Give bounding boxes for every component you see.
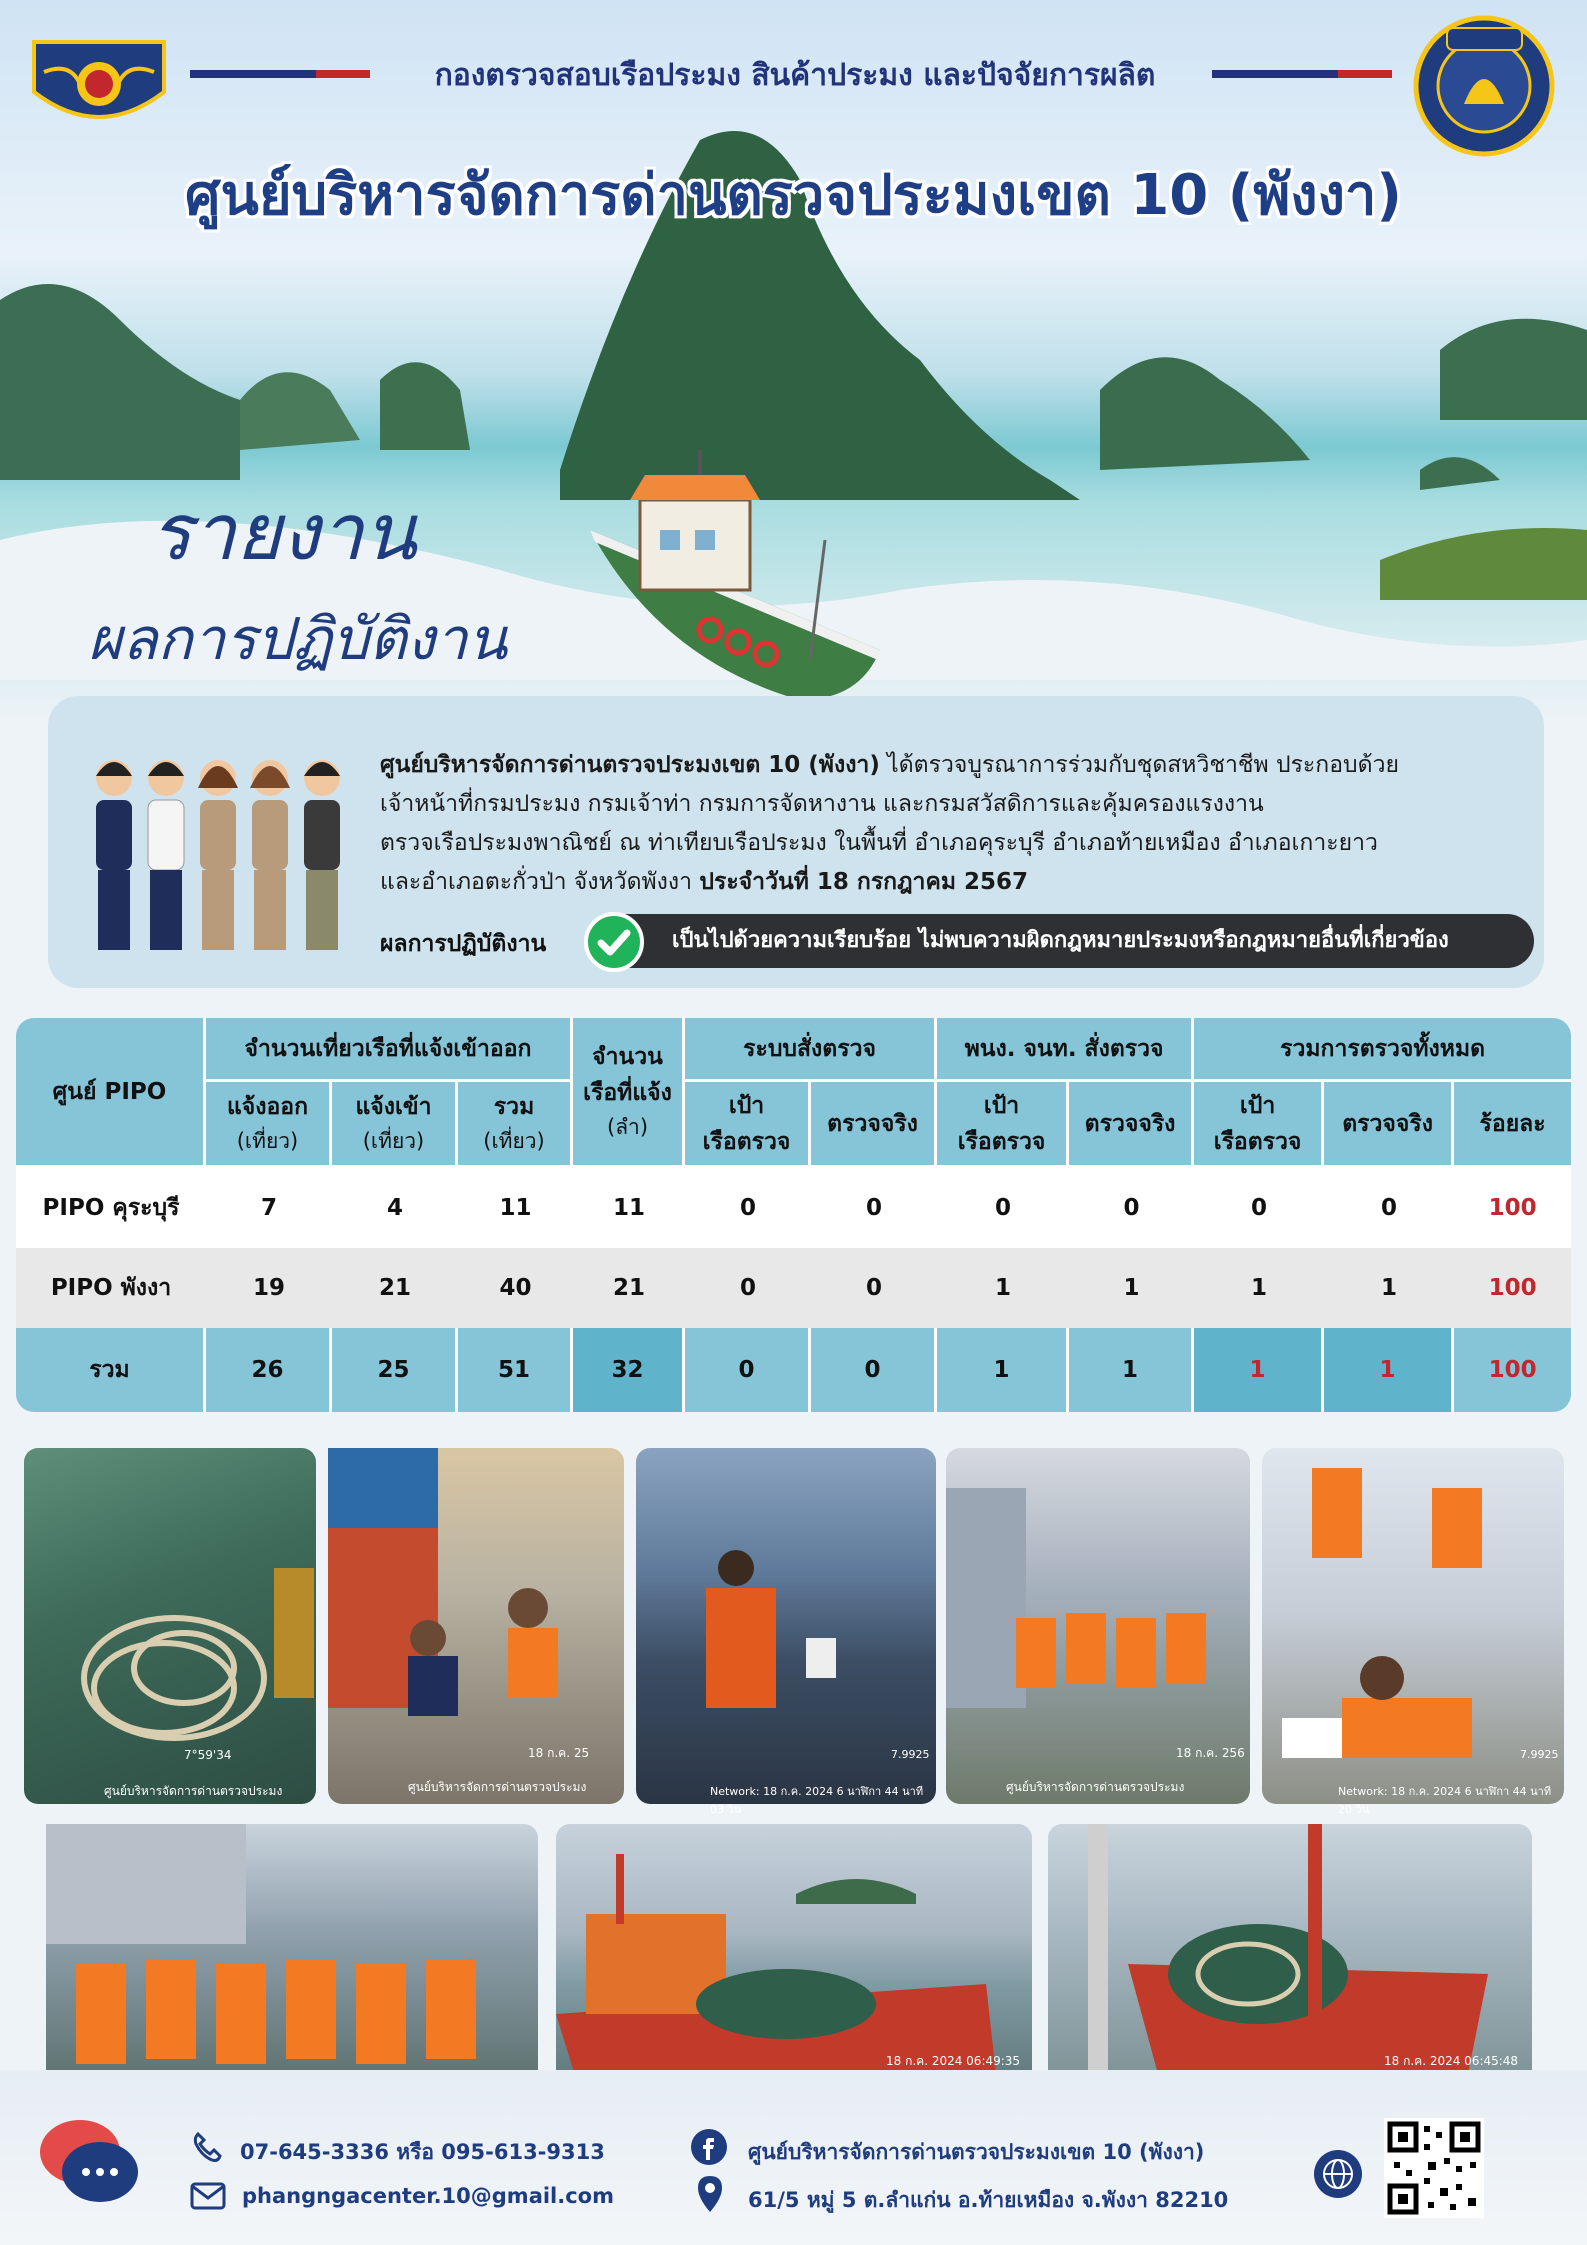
footer-address: 61/5 หมู่ 5 ต.ลำแก่น อ.ท้ายเหมือง จ.พังงา 82210 [748, 2188, 1229, 2212]
photo-5-stamp: 7.9925 [1520, 1748, 1559, 1761]
photo-fishing-boat-2 [1048, 1824, 1532, 2094]
cell-percent: 100 [1454, 1328, 1571, 1412]
photo-5-caption: Network: 18 ก.ค. 2024 6 นาฬิกา 44 นาที 20 วิน [1338, 1785, 1552, 1816]
row-name: PIPO พังงา [16, 1248, 206, 1328]
col-header-sys-target [685, 1082, 811, 1168]
photo-crew-group-1 [946, 1448, 1250, 1804]
col-header-off-actual: ตรวจจริง [1069, 1082, 1194, 1168]
photo-fishing-boat-1 [556, 1824, 1032, 2094]
cell-sys-target: 0 [685, 1248, 811, 1328]
in-unit: (เที่ยว) [362, 1129, 425, 1153]
all-target-l1: เป้า [1239, 1092, 1276, 1119]
col-header-all-target [1194, 1082, 1324, 1168]
fishing-boat-illustration [560, 460, 900, 730]
col-header-boats [573, 1018, 685, 1168]
photo-inspection-paperwork [328, 1448, 624, 1804]
photo-1-caption: ศูนย์บริหารจัดการด่านตรวจประมง [104, 1784, 283, 1798]
cell-out: 26 [206, 1328, 332, 1412]
footer-phone: 07-645-3336 หรือ 095-613-9313 [240, 2140, 605, 2164]
col-header-sys-actual: ตรวจจริง [811, 1082, 937, 1168]
photo-documents-check [1262, 1448, 1564, 1816]
cell-off-actual: 1 [1069, 1248, 1194, 1328]
photo-4-stamp: 18 ก.ค. 256 [1176, 1746, 1245, 1760]
footer-email: phangngacenter.10@gmail.com [242, 2184, 614, 2208]
table-row [16, 1168, 1571, 1248]
center-title: ศูนย์บริหารจัดการด่านตรวจประมงเขต 10 (พังงา) [184, 163, 1402, 228]
cell-boats: 11 [573, 1168, 685, 1248]
cell-all-target: 1 [1194, 1248, 1324, 1328]
out-unit: (เที่ยว) [236, 1129, 299, 1153]
summary-lead: ศูนย์บริหารจัดการด่านตรวจประมงเขต 10 (พังงา) [380, 752, 880, 778]
table-row [16, 1248, 1571, 1328]
header-rule-left [190, 70, 370, 78]
cell-sys-target: 0 [685, 1328, 811, 1412]
sys-target-l1: เป้า [728, 1092, 765, 1119]
cell-sys-actual: 0 [811, 1168, 937, 1248]
photo-3-stamp: 7.9925 [891, 1748, 930, 1761]
cell-out: 19 [206, 1248, 332, 1328]
out-label: แจ้งออก [226, 1094, 309, 1120]
result-banner: เป็นไปด้วยความเรียบร้อย ไม่พบความผิดกฎหมายประมงหรือกฎหมายอื่นที่เกี่ยวข้อง [588, 914, 1534, 968]
cell-off-target: 1 [937, 1248, 1069, 1328]
cell-sys-actual: 0 [811, 1248, 937, 1328]
col-group-all: รวมการตรวจทั้งหมด [1194, 1018, 1571, 1082]
boats-header-line2: เรือที่แจ้ง [583, 1080, 672, 1106]
cell-percent: 100 [1454, 1168, 1571, 1248]
col-header-all-actual: ตรวจจริง [1324, 1082, 1454, 1168]
cell-all-target: 0 [1194, 1168, 1324, 1248]
summary-date: ประจำวันที่ 18 กรกฎาคม 2567 [699, 869, 1029, 895]
off-target-l2: เรือตรวจ [957, 1128, 1046, 1155]
cell-off-actual: 1 [1069, 1328, 1194, 1412]
cell-total: 11 [458, 1168, 573, 1248]
total-label: รวม [493, 1094, 535, 1120]
cell-boats: 21 [573, 1248, 685, 1328]
photo-7-stamp: 18 ก.ค. 2024 06:49:35 [886, 2054, 1021, 2068]
boats-header-line1: จำนวน [592, 1044, 663, 1070]
cell-all-actual: 1 [1324, 1248, 1454, 1328]
cell-boats: 32 [573, 1328, 685, 1412]
cell-off-target: 0 [937, 1168, 1069, 1248]
photo-8-stamp: 18 ก.ค. 2024 06:45:48 [1384, 2054, 1519, 2068]
chat-icon [36, 2112, 140, 2212]
cell-in: 21 [332, 1248, 458, 1328]
photo-2-stamp: 18 ก.ค. 25 [528, 1746, 590, 1760]
col-header-center: ศูนย์ PIPO [16, 1018, 206, 1168]
all-target-l2: เรือตรวจ [1213, 1128, 1302, 1155]
cell-sys-actual: 0 [811, 1328, 937, 1412]
col-group-system: ระบบสั่งตรวจ [685, 1018, 937, 1082]
email-icon [190, 2182, 226, 2214]
photo-2-caption: ศูนย์บริหารจัดการด่านตรวจประมง [408, 1780, 587, 1794]
check-icon [584, 912, 644, 972]
cell-off-actual: 0 [1069, 1168, 1194, 1248]
result-label: ผลการปฏิบัติงาน [380, 931, 547, 957]
total-unit: (เที่ยว) [483, 1129, 545, 1153]
facebook-icon [690, 2128, 728, 2170]
summary-text [380, 746, 1510, 902]
photo-1-stamp: 7°59'34 [184, 1748, 232, 1762]
cell-percent: 100 [1454, 1248, 1571, 1328]
summary-body-4: และอำเภอตะกั่วป่า จังหวัดพังงา [380, 869, 700, 895]
globe-icon [1312, 2148, 1364, 2204]
col-header-in [332, 1082, 458, 1168]
cell-in: 4 [332, 1168, 458, 1248]
col-group-trips: จำนวนเที่ยวเรือที่แจ้งเข้าออก [206, 1018, 573, 1082]
report-heading-line1: รายงาน [150, 488, 417, 578]
cell-all-actual: 0 [1324, 1168, 1454, 1248]
photo-fishing-net [24, 1448, 316, 1804]
cell-total: 40 [458, 1248, 573, 1328]
sys-target-l2: เรือตรวจ [702, 1128, 791, 1155]
cell-sys-target: 0 [685, 1168, 811, 1248]
row-name: รวม [16, 1328, 206, 1412]
cell-all-actual: 1 [1324, 1328, 1454, 1412]
photo-crew-group-2 [46, 1824, 538, 2094]
officers-illustration [86, 748, 356, 958]
location-pin-icon [694, 2174, 726, 2218]
department-of-fisheries-seal [1412, 14, 1557, 159]
row-name: PIPO คุระบุรี [16, 1168, 206, 1248]
footer-facebook: ศูนย์บริหารจัดการด่านตรวจประมงเขต 10 (พังงา) [748, 2140, 1205, 2164]
photo-pier-at-dawn [636, 1448, 936, 1816]
cell-in: 25 [332, 1328, 458, 1412]
cell-off-target: 1 [937, 1328, 1069, 1412]
in-label: แจ้งเข้า [355, 1094, 432, 1120]
col-header-percent: ร้อยละ [1454, 1082, 1571, 1168]
cell-out: 7 [206, 1168, 332, 1248]
cell-total: 51 [458, 1328, 573, 1412]
qr-code[interactable] [1384, 2118, 1484, 2218]
col-header-off-target [937, 1082, 1069, 1168]
report-heading-line2: ผลการปฏิบัติงาน [88, 605, 508, 673]
col-header-out [206, 1082, 332, 1168]
fishery-inspection-logo [24, 22, 174, 142]
table-row-total [16, 1328, 1571, 1412]
boats-header-unit: (ลำ) [607, 1115, 649, 1139]
summary-body-3: ตรวจเรือประมงพาณิชย์ ณ ท่าเทียบเรือประมง ในพื้นที่ อำเภอคุระบุรี อำเภอท้ายเหมือง อำเภอเกาะยาว [380, 830, 1378, 856]
department-title: กองตรวจสอบเรือประมง สินค้าประมง และปัจจัยการผลิต [434, 58, 1156, 93]
cell-all-target: 1 [1194, 1328, 1324, 1412]
phone-icon [190, 2130, 224, 2168]
summary-body-1: ได้ตรวจบูรณาการร่วมกับชุดสหวิชาชีพ ประกอบด้วย [879, 752, 1399, 778]
off-target-l1: เป้า [983, 1092, 1020, 1119]
photo-3-caption: Network: 18 ก.ค. 2024 6 นาฬิกา 44 นาที 03 วิน [710, 1785, 924, 1816]
col-header-total [458, 1082, 573, 1168]
col-group-officer: พนง. จนท. สั่งตรวจ [937, 1018, 1194, 1082]
inspection-table [16, 1018, 1571, 1412]
summary-body-2: เจ้าหน้าที่กรมประมง กรมเจ้าท่า กรมการจัดหางาน และกรมสวัสดิการและคุ้มครองแรงงาน [380, 791, 1264, 817]
photo-4-caption: ศูนย์บริหารจัดการด่านตรวจประมง [1006, 1780, 1185, 1794]
header-rule-right [1212, 70, 1392, 78]
